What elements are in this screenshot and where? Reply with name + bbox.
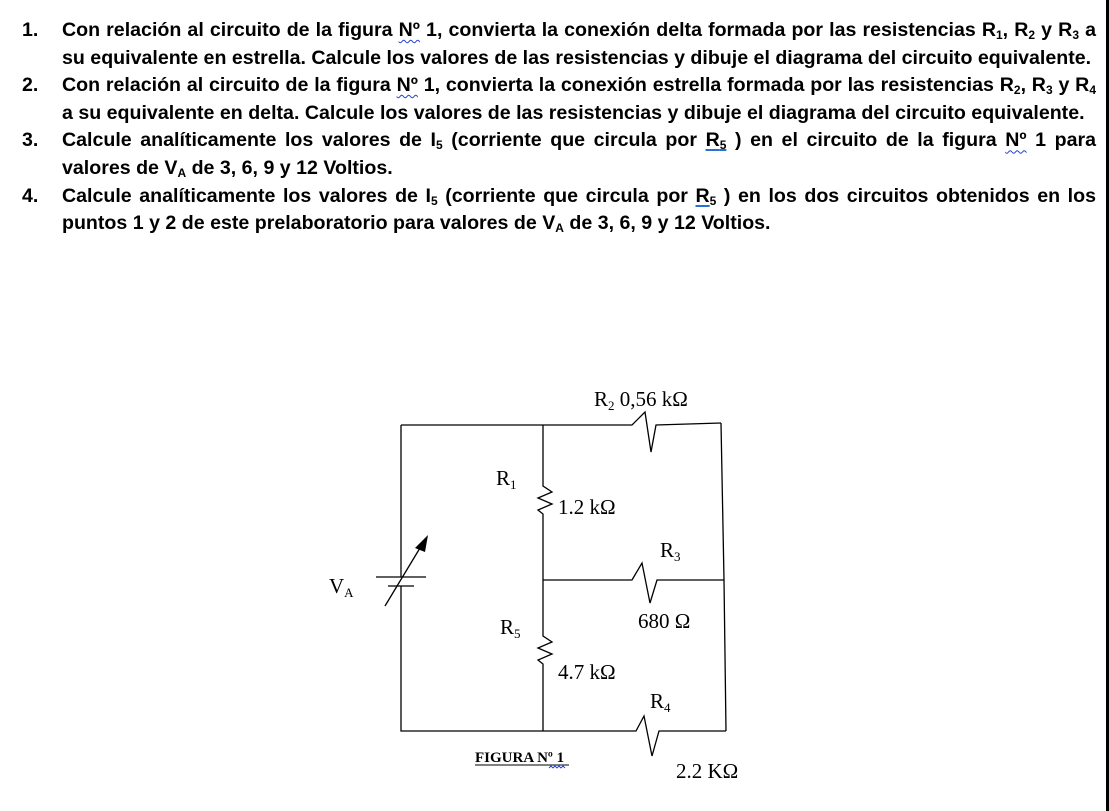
arrow-head-icon bbox=[415, 535, 428, 552]
caption-spellcheck-mark bbox=[549, 766, 565, 768]
question-text: a su equivalente en estrella. Calcule los valores de las resistencias y dibuje el diagrama del circuito equivalente. bbox=[62, 19, 1096, 69]
subscript: 3 bbox=[1045, 83, 1053, 98]
question-text: ) en el circuito de la figura bbox=[726, 129, 1006, 152]
question-text: Con relación al circuito de la figura bbox=[62, 19, 399, 41]
question-text: R bbox=[695, 184, 710, 207]
question-number: 4. bbox=[22, 184, 39, 207]
r3-value: 680 Ω bbox=[638, 609, 691, 633]
subscript: 5 bbox=[719, 138, 727, 153]
subscript: 2 bbox=[1028, 28, 1036, 42]
question-text: 1, convierta la conexión estrella formada por las resistencias R bbox=[417, 74, 1014, 97]
question-text: a su equivalente en delta. Calcule los valores de las resistencias y dibuje el diagrama del circuito equivalente. bbox=[62, 101, 1085, 124]
subscript: 5 bbox=[436, 138, 443, 153]
question-text: y R bbox=[1052, 74, 1090, 97]
figure-number-symbol: Nº bbox=[1005, 129, 1027, 152]
resistor-r4 bbox=[543, 716, 726, 756]
resistor-r2 bbox=[543, 412, 721, 452]
r2-label: R2 0,56 kΩ bbox=[594, 387, 688, 413]
r4-label: R4 bbox=[650, 689, 671, 715]
subscript: 3 bbox=[1072, 28, 1079, 42]
wire-middle bbox=[538, 425, 552, 731]
wire-right bbox=[721, 423, 726, 731]
question-text: de 3, 6, 9 y 12 Voltios. bbox=[186, 156, 393, 179]
question-text: Calcule analíticamente los valores de I bbox=[62, 184, 431, 207]
question-text: y R bbox=[1035, 19, 1073, 41]
question-text: R bbox=[705, 129, 720, 152]
wire-left-lower bbox=[401, 586, 543, 731]
subscript: 4 bbox=[1089, 83, 1096, 98]
figure-number-symbol: Nº bbox=[398, 19, 420, 41]
question-text: , R bbox=[1020, 74, 1046, 97]
question-text: (corriente que circula por bbox=[437, 184, 696, 207]
question-number: 3. bbox=[22, 129, 39, 152]
subscript: 2 bbox=[1013, 83, 1021, 98]
question-text: (corriente que circula por bbox=[442, 129, 706, 152]
subscript: A bbox=[555, 221, 564, 236]
subscript: 5 bbox=[430, 193, 438, 208]
question-text: 1 para valores de V bbox=[62, 129, 1096, 179]
question-text: ) en los dos circuitos obtenidos en los puntos 1 y 2 de este prelaboratorio para valores de V bbox=[62, 184, 1096, 235]
question-text: 1, convierta la conexión delta formada por las resistencias R bbox=[419, 19, 996, 41]
r1-label: R1 bbox=[496, 466, 517, 492]
variable-arrow bbox=[385, 543, 423, 606]
r5-value: 4.7 kΩ bbox=[558, 660, 616, 684]
question-text: de 3, 6, 9 y 12 Voltios. bbox=[563, 212, 771, 235]
r4-value: 2.2 KΩ bbox=[676, 759, 739, 783]
question-text: , R bbox=[1002, 19, 1029, 41]
subscript: 1 bbox=[995, 28, 1003, 42]
r5-label: R5 bbox=[500, 615, 521, 641]
question-text: Con relación al circuito de la figura bbox=[62, 74, 397, 97]
question-number: 2. bbox=[22, 74, 39, 97]
subscript: 5 bbox=[709, 193, 717, 208]
question-number: 1. bbox=[22, 19, 39, 41]
question-text: Calcule analíticamente los valores de I bbox=[62, 129, 436, 152]
resistor-r3 bbox=[543, 563, 724, 603]
subscript: A bbox=[177, 165, 187, 180]
r1-value: 1.2 kΩ bbox=[558, 495, 616, 519]
va-label: VA bbox=[329, 574, 354, 600]
figure-number-symbol: Nº bbox=[396, 74, 418, 97]
r3-label: R3 bbox=[660, 538, 681, 564]
figure-caption: FIGURA Nº 1 bbox=[475, 750, 565, 766]
